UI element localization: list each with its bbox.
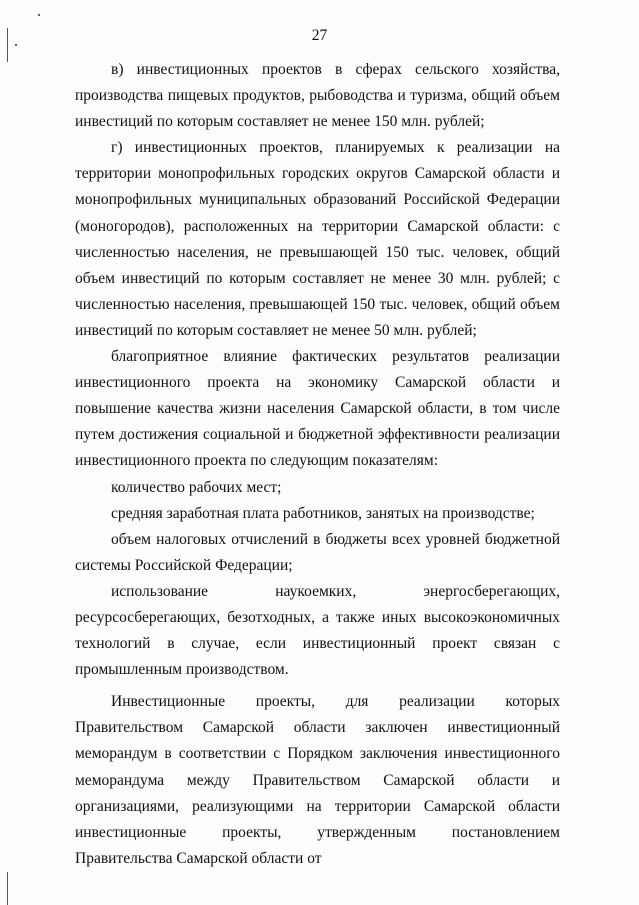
scan-speck	[38, 14, 40, 16]
paragraph-indicator-salary: средняя заработная плата работников, занятых на производстве;	[111, 504, 535, 522]
paragraph-item-g: г) инвестиционных проектов, планируемых к реализации на территории монопрофильных городских округов Самарской области и монопрофильных муниципальных образований Российской Федерации (моногородов), расположенных на территории Самарской области: с численностью населения, не превышающей 150 тыс. человек, общий объем инвестиций по которым составляет не менее 30 млн. рублей; с численностью населения, превышающей 150 тыс. человек, общий объем инвестиций по которым составляет не менее 50 млн. рублей;	[75, 139, 560, 339]
page-number: 27	[311, 27, 328, 44]
paragraph-indicator-technologies: использование наукоемких, энергосберегающих, ресурсосберегающих, безотходных, а также иных высокоэкономичных технологий в случае, если инвестиционный проект связан с промышленным производством.	[75, 582, 560, 679]
scan-edge-mark-bottom	[7, 872, 8, 905]
paragraph-investment-memorandum: Инвестиционные проекты, для реализации которых Правительством Самарской области заключен инвестиционный меморандум в соответствии с Порядком заключения инвестиционного меморандума между Правительством Самарской области и организациями, реализующими на территории Самарской области инвестиционные проекты, утвержденным постановлением Правительства Самарской области от	[75, 693, 560, 867]
paragraph-favorable-impact: благоприятное влияние фактических результатов реализации инвестиционного проекта на экономику Самарской области и повышение качества жизни населения Самарской области, в том числе путем достижения социальной и бюджетной эффективности реализации инвестиционного проекта по следующим показателям:	[75, 348, 560, 470]
paragraph-item-v: в) инвестиционных проектов в сферах сельского хозяйства, производства пищевых продуктов, рыбоводства и туризма, общий объем инвестиций по которым составляет не менее 150 млн. рублей;	[75, 61, 560, 131]
paragraph-indicator-taxes: объем налоговых отчислений в бюджеты всех уровней бюджетной системы Российской Федерации;	[75, 530, 560, 574]
paragraph-indicator-jobs: количество рабочих мест;	[111, 478, 282, 496]
document-body	[75, 57, 560, 872]
